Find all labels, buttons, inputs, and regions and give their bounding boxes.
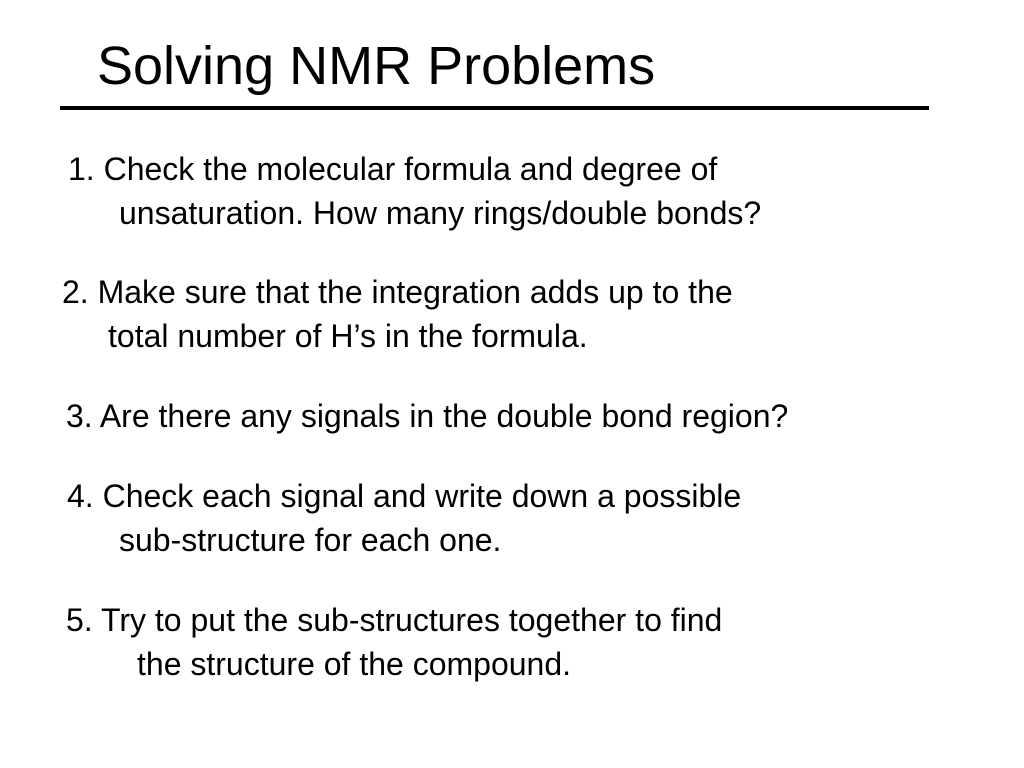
list-item-3 [66, 394, 788, 438]
list-item-3-line-1: 3. Are there any signals in the double bond region? [66, 398, 789, 434]
list-item-1 [68, 147, 761, 235]
list-item-1-line-2: unsaturation. How many rings/double bonds? [119, 195, 762, 231]
list-item-5-line-1: 5. Try to put the sub-structures together to find [66, 602, 723, 638]
list-item-1-line-1: 1. Check the molecular formula and degree of [68, 151, 718, 187]
list-item-2-line-2: total number of H’s in the formula. [108, 318, 588, 354]
list-item-4-line-2: sub-structure for each one. [119, 522, 502, 558]
list-item-4 [67, 474, 741, 562]
list-item-2 [62, 270, 733, 358]
list-item-4-line-1: 4. Check each signal and write down a possible [67, 478, 742, 514]
list-item-5-line-2: the structure of the compound. [137, 646, 572, 682]
list-item-5 [66, 598, 722, 686]
list-item-2-line-1: 2. Make sure that the integration adds up to the [62, 274, 733, 310]
slide-title: Solving NMR Problems [97, 36, 656, 96]
title-underline [60, 106, 929, 110]
